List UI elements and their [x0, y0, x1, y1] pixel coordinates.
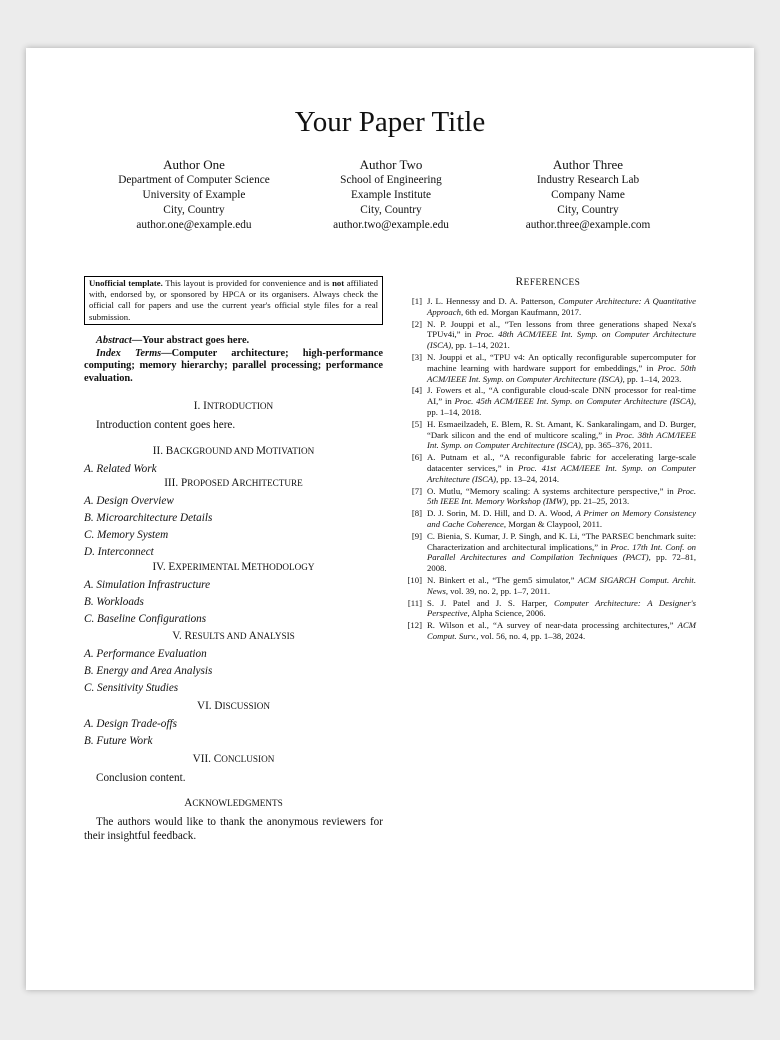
reference-details: , pp. 21–25, 2013. [566, 496, 630, 507]
paper-page [26, 48, 754, 990]
author-dept: Department of Computer Science [118, 174, 270, 186]
reference-text [427, 575, 696, 597]
subsection-heading: A. Design Overview [84, 495, 174, 507]
unofficial-notice-box [84, 276, 383, 325]
subsection-heading: A. Related Work [84, 463, 157, 475]
reference-item [400, 419, 696, 451]
reference-number: [10] [407, 574, 422, 585]
reference-authors: S. J. Patel and J. S. Harper, [427, 597, 554, 608]
author-dept: Industry Research Lab [536, 174, 640, 186]
reference-number: [8] [411, 508, 422, 519]
reference-details: , Morgan & Claypool, 2011. [503, 518, 603, 529]
notice-text-2: affiliated with, endorsed by, or sponsored by HPCA or its organisers. Always check the official call for papers and use the current year's official style files for a real submission. [89, 278, 379, 322]
subsection-heading: A. Performance Evaluation [84, 648, 207, 660]
heading-rest: NTRODUCTION [206, 401, 274, 411]
heading-rest: ETHODOLOGY [251, 562, 315, 572]
abstract-text: Your abstract goes here. [142, 334, 250, 346]
left-column [84, 276, 383, 843]
section-heading [84, 477, 383, 489]
reference-text [427, 352, 696, 384]
right-column [400, 276, 696, 643]
reference-venue: A Primer on Memory Consistency and Cache Coherence [427, 508, 696, 529]
reference-authors: J. Fowers et al., “A configurable cloud-scale DNN processor for real-time AI,” in [427, 385, 696, 407]
subsection-heading: B. Energy and Area Analysis [84, 665, 213, 677]
author-name: Author Two [359, 157, 423, 172]
reference-item [400, 452, 696, 484]
reference-item [400, 352, 696, 384]
section-number: I. [193, 400, 201, 412]
author-dept: School of Engineering [340, 174, 442, 186]
reference-number: [9] [411, 530, 422, 541]
heading-rest: ROPOSED [187, 478, 232, 488]
reference-text [427, 598, 696, 620]
author-org: University of Example [142, 189, 246, 201]
intro-paragraph: Introduction content goes here. [96, 419, 236, 431]
heading-cap: A [231, 477, 240, 489]
reference-item [400, 319, 696, 351]
subsection-heading: B. Microarchitecture Details [84, 512, 213, 524]
reference-item [400, 598, 696, 620]
reference-details: , Alpha Science, 2006. [467, 608, 546, 619]
reference-number: [12] [407, 620, 422, 631]
author-block [99, 156, 683, 233]
reference-number: [5] [411, 418, 422, 429]
reference-details: , pp. 365–376, 2011. [580, 440, 653, 451]
section-number: II. [152, 445, 163, 457]
subsection-heading: A. Simulation Infrastructure [84, 579, 211, 591]
reference-number: [11] [407, 597, 422, 608]
reference-authors: C. Bienia, S. Kumar, J. P. Singh, and K. Li, “The PARSEC benchmark suite: Characterization and architectural implications,” in [427, 530, 696, 552]
index-terms-label: Index Terms [96, 347, 162, 359]
reference-details: , pp. 72–81, 2008. [427, 552, 696, 574]
reference-authors: A. Putnam et al., “A reconfigurable fabric for accelerating large-scale datacenter services,” in [427, 452, 696, 473]
reference-details: , vol. 56, no. 4, pp. 1–38, 2024. [476, 630, 586, 641]
reference-number: [6] [411, 452, 422, 463]
reference-number: [3] [411, 351, 422, 362]
paper-title: Your Paper Title [294, 106, 486, 138]
reference-venue: Proc. 41st ACM/IEEE Int. Symp. on Computer Architecture (ISCA) [427, 462, 697, 484]
section-heading [84, 753, 383, 765]
section-heading [84, 445, 383, 457]
heading-cap: P [180, 477, 188, 489]
reference-venue: ACM Comput. Surv. [427, 620, 696, 641]
section-heading [84, 561, 383, 573]
subsection-heading: B. Future Work [84, 735, 153, 747]
reference-item [400, 385, 696, 417]
heading-rest: ONCLUSION [221, 754, 275, 764]
reference-text [427, 319, 696, 351]
heading-cap: I [203, 400, 207, 412]
heading-rest: RCHITECTURE [239, 478, 303, 488]
index-terms-dash: — [161, 347, 172, 359]
author-email: author.three@example.com [525, 219, 651, 231]
heading-rest: XPERIMENTAL [175, 562, 242, 572]
reference-details: , pp. 13–24, 2014. [496, 473, 560, 484]
reference-venue: Proc. 50th ACM/IEEE Int. Symp. on Computer Architecture (ISCA) [427, 362, 696, 384]
heading-rest: ACKGROUND AND [173, 446, 256, 456]
reference-authors: D. J. Sorin, M. D. Hill, and D. A. Wood, [427, 508, 576, 519]
notice-text-1: This layout is provided for convenience and is [162, 278, 333, 288]
author-location: City, Country [163, 204, 225, 216]
author-org: Example Institute [351, 189, 431, 201]
subsection-heading: A. Design Trade-offs [84, 718, 177, 730]
heading-cap: D [214, 700, 223, 712]
heading-rest: OTIVATION [265, 446, 315, 456]
author-name: Author Three [552, 157, 624, 172]
reference-item [400, 531, 696, 574]
author-2 [296, 156, 486, 233]
reference-venue: Proc. 38th ACM/IEEE Int. Symp. on Computer Architecture (ISCA) [427, 429, 696, 451]
heading-cap: B [165, 445, 174, 457]
author-email: author.two@example.edu [333, 219, 449, 231]
reference-venue: Proc. 5th IEEE Int. Memory Workshop (IMW) [427, 485, 696, 507]
reference-details: , pp. 1–14, 2023. [622, 373, 682, 384]
reference-number: [4] [411, 385, 422, 396]
author-location: City, Country [360, 204, 422, 216]
section-number: VI. [197, 700, 212, 712]
reference-authors: N. Binkert et al., “The gem5 simulator,” [427, 574, 578, 585]
section-heading [84, 630, 383, 642]
abstract-dash: — [131, 334, 143, 346]
reference-details: , pp. 1–14, 2018. [427, 396, 696, 417]
heading-rest: ESULTS AND [191, 631, 249, 641]
heading-rest: NALYSIS [256, 631, 295, 641]
reference-number: [2] [411, 318, 422, 329]
reference-details: , vol. 39, no. 2, pp. 1–7, 2011. [445, 585, 550, 596]
reference-text [427, 620, 696, 642]
reference-authors: O. Mutlu, “Memory scaling: A systems architecture perspective,” in [427, 485, 678, 496]
subsection-heading: C. Baseline Configurations [84, 613, 207, 625]
heading-cap: M [241, 561, 252, 573]
author-org: Company Name [551, 189, 625, 201]
author-location: City, Country [557, 204, 619, 216]
heading-rest: CKNOWLEDGMENTS [192, 798, 283, 808]
heading-cap: C [213, 753, 222, 765]
reference-venue: Computer Architecture: A Designer's Perspective [427, 597, 696, 619]
reference-details: , pp. 1–14, 2021. [451, 340, 510, 351]
acknowledgments-paragraph: The authors would like to thank the anonymous reviewers for their insightful feedback. [84, 816, 383, 842]
notice-bold: not [332, 278, 345, 288]
reference-text [427, 531, 696, 574]
subsection-heading: C. Memory System [84, 529, 169, 541]
heading-cap: R [515, 276, 524, 288]
reference-text [427, 385, 696, 417]
author-email: author.one@example.edu [136, 219, 252, 231]
heading-rest: EFERENCES [523, 278, 581, 288]
heading-cap: A [248, 630, 257, 642]
reference-details: , 6th ed. Morgan Kaufmann, 2017. [460, 306, 582, 317]
abstract-label: Abstract [96, 334, 132, 346]
subsection-heading: B. Workloads [84, 596, 144, 608]
reference-item [400, 486, 696, 508]
section-number: IV. [152, 561, 166, 573]
acknowledgments-heading [84, 797, 383, 809]
section-heading [84, 400, 383, 412]
heading-cap: A [184, 797, 193, 809]
reference-number: [1] [411, 296, 422, 306]
subsection-heading: C. Sensitivity Studies [84, 682, 179, 694]
reference-venue: ACM SIGARCH Comput. Archit. News [427, 574, 697, 596]
section-heading [84, 700, 383, 712]
reference-authors: H. Esmaeilzadeh, E. Blem, R. St. Amant, K. Sankaralingam, and D. Burger, “Dark silicon and the end of multicore scaling,” in [427, 418, 696, 440]
notice-lead: Unofficial template. [89, 278, 163, 288]
author-name: Author One [163, 157, 225, 172]
section-number: V. [172, 630, 182, 642]
reference-venue: Proc. 17th Int. Conf. on Parallel Architectures and Compilation Techniques (PACT) [427, 541, 697, 563]
reference-text [427, 452, 696, 484]
reference-item [400, 620, 696, 642]
reference-item [400, 508, 696, 530]
reference-list [400, 296, 696, 642]
author-3 [493, 156, 683, 233]
abstract-block [84, 335, 383, 386]
reference-venue: Computer Architecture: A Quantitative Approach [427, 296, 696, 317]
heading-cap: E [168, 561, 176, 573]
heading-cap: R [184, 630, 192, 642]
reference-authors: N. Jouppi et al., “TPU v4: An optically reconfigurable supercomputer for machine learning with hardware support for embeddings,” in [427, 351, 696, 373]
heading-rest: ISCUSSION [222, 701, 270, 711]
reference-item [400, 296, 696, 318]
section-number: III. [164, 477, 179, 489]
reference-venue: Proc. 48th ACM/IEEE Int. Symp. on Computer Architecture (ISCA) [427, 329, 696, 351]
reference-text [427, 296, 696, 318]
section-number: VII. [192, 753, 211, 765]
index-terms-text: Computer architecture; high-performance computing; memory hierarchy; parallel processing; performance evaluation. [84, 347, 383, 385]
heading-cap: M [255, 445, 266, 457]
reference-authors: N. P. Jouppi et al., “Ten lessons from three generations shaped Nexa's TPUv4i,” in [427, 318, 696, 340]
reference-text [427, 486, 696, 508]
reference-text [427, 419, 696, 451]
subsection-heading: D. Interconnect [84, 546, 154, 558]
conclusion-paragraph: Conclusion content. [96, 772, 186, 784]
reference-venue: Proc. 45th ACM/IEEE Int. Symp. on Computer Architecture (ISCA) [454, 396, 694, 407]
reference-item [400, 575, 696, 597]
author-1 [99, 156, 289, 233]
reference-authors: R. Wilson et al., “A survey of near-data processing architectures,” [427, 620, 678, 631]
reference-number: [7] [411, 485, 422, 496]
reference-authors: J. L. Hennessy and D. A. Patterson, [427, 296, 559, 306]
references-heading [400, 276, 696, 288]
reference-text [427, 508, 696, 530]
